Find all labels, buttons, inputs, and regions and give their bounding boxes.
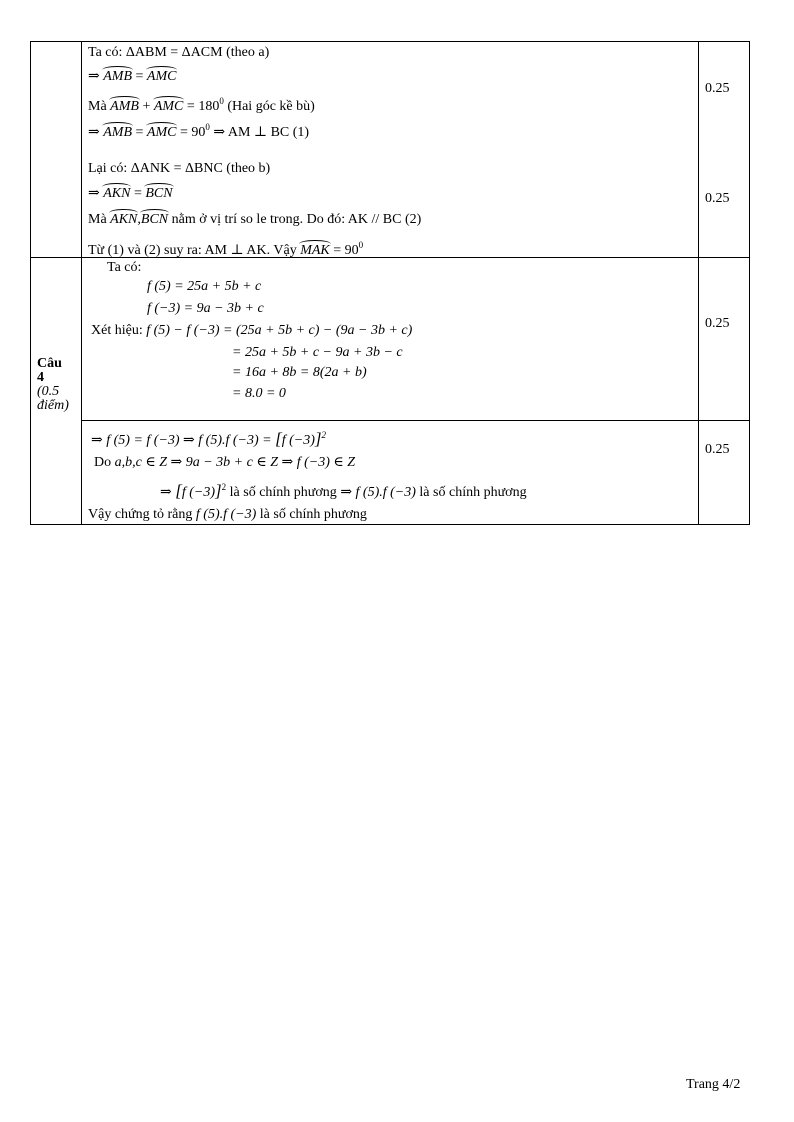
column-divider-1 — [81, 41, 82, 525]
s2-line2: ⇒ AKN = BCN — [88, 186, 173, 201]
s3-step3: = 8.0 = 0 — [232, 386, 286, 401]
question-title: Câu — [37, 356, 62, 371]
s1-line1: Ta có: ΔABM = ΔACM (theo a) — [88, 45, 270, 60]
table-border-right — [749, 41, 750, 525]
row-divider-2 — [81, 420, 750, 421]
answer-table — [30, 41, 750, 525]
s1-line2: ⇒ AMB = AMC — [88, 69, 177, 84]
score-3: 0.25 — [705, 316, 730, 331]
column-divider-2 — [698, 41, 699, 525]
s3-diff: Xét hiệu: f (5) − f (−3) = (25a + 5b + c) − (9a − 3b + c) — [91, 323, 413, 338]
question-points-2: điểm) — [37, 398, 69, 413]
s3-intro: Ta có: — [107, 260, 142, 275]
table-border-bottom — [30, 524, 750, 525]
s4-line1: ⇒ f (5) = f (−3) ⇒ f (5).f (−3) = [f (−3)]$^2$ — [91, 429, 327, 448]
angle-amb: AMB — [103, 69, 132, 84]
table-border-left — [30, 41, 31, 525]
score-2: 0.25 — [705, 191, 730, 206]
s2-line3: Mà AKN,BCN nằm ở vị trí so le trong. Do đó: AK // BC (2) — [88, 212, 422, 227]
s4-line4: Vậy chứng tỏ rằng f (5).f (−3) là số chính phương — [88, 507, 367, 522]
s3-eq2: f (−3) = 9a − 3b + c — [147, 301, 264, 316]
question-points-1: (0.5 — [37, 384, 60, 399]
angle-mak: MAK — [300, 243, 330, 258]
s3-step1: = 25a + 5b + c − 9a + 3b − c — [232, 345, 403, 360]
s4-line2: Do a,b,c ∈ Z ⇒ 9a − 3b + c ∈ Z ⇒ f (−3) ∈ Z — [94, 455, 356, 470]
s1-line4: ⇒ AMB = AMC = $90^0$ ⇒ AM ⊥ BC (1) — [88, 122, 310, 140]
score-4: 0.25 — [705, 442, 730, 457]
page-footer: Trang 4/2 — [686, 1077, 741, 1092]
s4-line3: ⇒ [f (−3)]$^2$ là số chính phương ⇒ f (5).f (−3) là số chính phương — [160, 481, 527, 500]
table-border-top — [30, 41, 750, 42]
question-number: 4 — [37, 370, 44, 385]
angle-akn: AKN — [103, 186, 131, 201]
s1-line3: Mà AMB + AMC = $180^0$ (Hai góc kề bù) — [88, 96, 315, 114]
angle-amc: AMC — [146, 69, 177, 84]
s3-eq1: f (5) = 25a + 5b + c — [147, 279, 262, 294]
s3-step2: = 16a + 8b = 8(2a + b) — [232, 365, 367, 380]
angle-bcn: BCN — [145, 186, 173, 201]
s2-line1: Lại có: ΔANK = ΔBNC (theo b) — [88, 161, 271, 176]
question-label — [37, 357, 69, 413]
score-1: 0.25 — [705, 81, 730, 96]
s2-line4: Từ (1) và (2) suy ra: AM ⊥ AK. Vậy MAK = $90^0$ — [88, 240, 364, 258]
